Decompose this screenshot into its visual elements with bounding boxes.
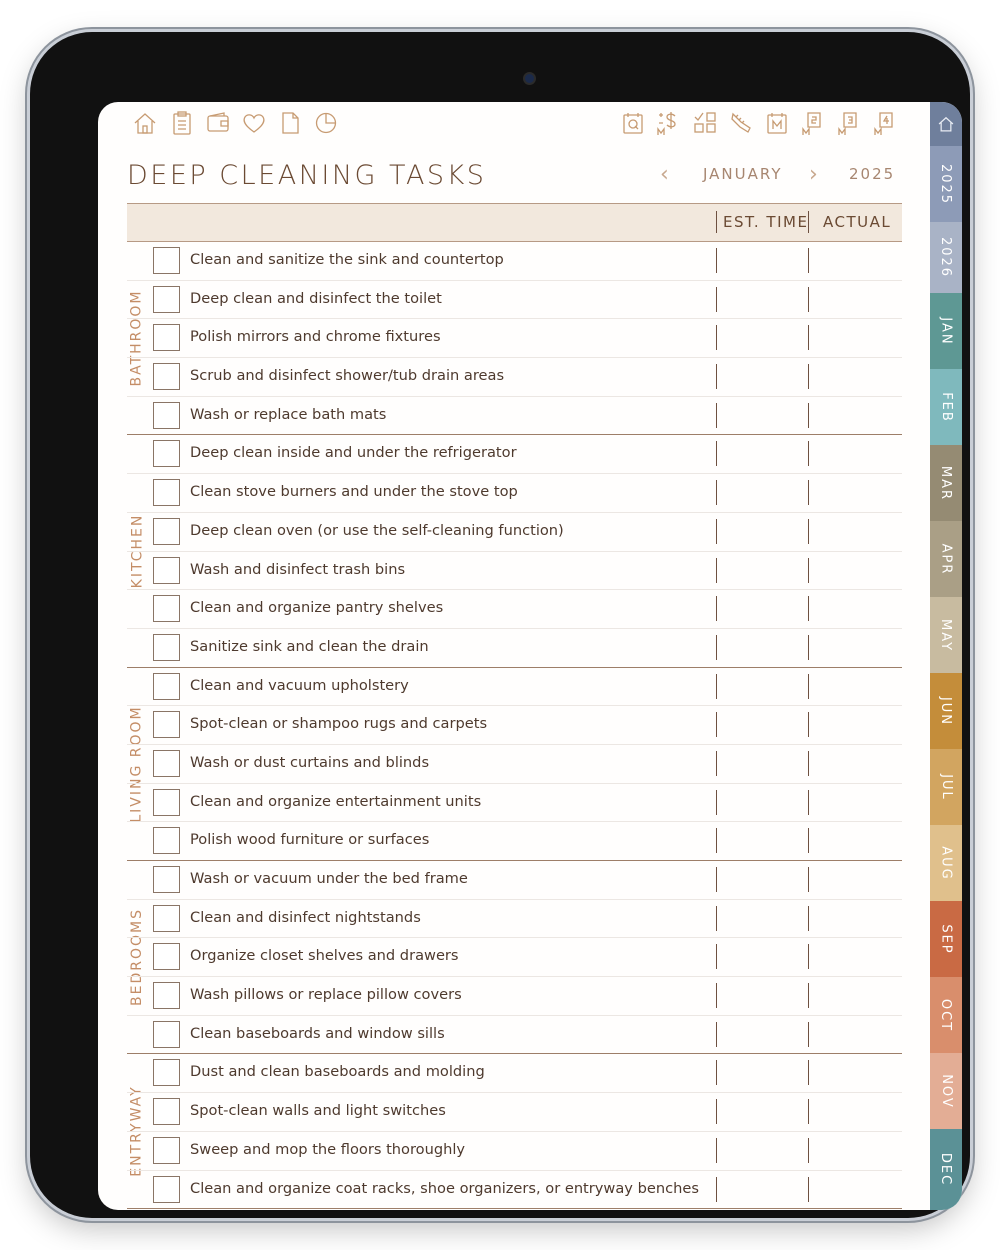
task-label: Sanitize sink and clean the drain [190,637,429,655]
month-label: JANUARY [703,165,783,183]
task-checkbox[interactable] [153,634,180,661]
task-checkbox[interactable] [153,1098,180,1125]
camera [525,74,534,83]
est-time-cell[interactable] [716,1138,717,1163]
est-time-cell[interactable] [716,248,717,273]
page-title: DEEP CLEANING TASKS [127,160,487,191]
tab-2026[interactable] [930,222,962,293]
task-label: Wash or vacuum under the bed frame [190,870,468,887]
est-time-cell[interactable] [716,635,717,660]
task-row [127,784,902,823]
wallet-icon[interactable] [205,110,231,136]
task-label: Spot-clean walls and light switches [190,1102,446,1120]
task-label: Clean stove burners and under the stove top [190,483,518,501]
actual-cell[interactable] [808,944,809,969]
tab-label: MAY [938,618,954,652]
task-checkbox[interactable] [153,750,180,777]
task-checkbox[interactable] [153,789,180,816]
quarterly-icon[interactable] [620,110,646,136]
pie-chart-icon[interactable] [313,110,339,136]
actual-cell[interactable] [808,790,809,815]
tab-apr[interactable] [930,521,962,597]
task-row [127,358,902,397]
task-row [127,861,902,900]
actual-cell[interactable] [808,712,809,737]
task-row [127,900,902,939]
task-row [127,1171,902,1209]
task-checkbox[interactable] [153,982,180,1009]
task-row [127,745,902,784]
task-checkbox[interactable] [153,363,180,390]
task-label: Organize closet shelves and drawers [190,947,459,965]
est-time-cell[interactable] [716,480,717,505]
task-row [127,242,902,281]
task-row [127,513,902,552]
home-icon[interactable] [132,110,158,136]
est-time-cell[interactable] [716,828,717,853]
actual-cell[interactable] [808,867,809,892]
task-checkbox[interactable] [153,557,180,584]
task-label: Polish mirrors and chrome fixtures [190,328,441,346]
task-label: Wash pillows or replace pillow covers [190,986,462,1004]
est-time-cell[interactable] [716,1099,717,1124]
actual-cell[interactable] [808,751,809,776]
est-time-cell[interactable] [716,287,717,312]
column-divider [716,211,717,233]
tab-label: 2026 [938,236,954,279]
month-3-icon[interactable] [836,110,862,136]
actual-cell[interactable] [808,674,809,699]
task-row [127,397,902,435]
tab-label: DEC [938,1152,954,1187]
task-label: Spot-clean or shampoo rugs and carpets [190,715,488,733]
task-checkbox[interactable] [153,402,180,429]
side-tabs [930,102,962,1210]
task-row [127,668,902,707]
actual-cell[interactable] [808,325,809,350]
tab-label: FEB [938,391,954,423]
actual-cell[interactable] [808,441,809,466]
heart-icon[interactable] [241,110,267,136]
actual-cell[interactable] [808,1099,809,1124]
est-time-cell[interactable] [716,325,717,350]
task-label: Scrub and disinfect shower/tub drain areas [190,367,505,385]
section-label-text: BEDROOMS [129,908,145,1007]
tablet-device [30,32,970,1218]
est-time-cell[interactable] [716,674,717,699]
est-time-cell[interactable] [716,983,717,1008]
tab-jun[interactable] [930,673,962,749]
task-checkbox[interactable] [153,440,180,467]
task-checkbox[interactable] [153,324,180,351]
task-row [127,590,902,629]
task-label: Clean baseboards and window sills [190,1024,445,1042]
tab-mar[interactable] [930,445,962,521]
task-checkbox[interactable] [153,905,180,932]
tab-2025[interactable] [930,146,962,222]
clipboard-icon[interactable] [169,110,195,136]
est-time-cell[interactable] [716,364,717,389]
task-row [127,435,902,474]
est-time-cell[interactable] [716,906,717,931]
est-time-cell[interactable] [716,596,717,621]
actual-cell[interactable] [808,828,809,853]
actual-cell[interactable] [808,906,809,931]
task-label: Deep clean oven (or use the self-cleaning function) [190,521,564,539]
section-bedrooms [127,861,902,1054]
table-header [127,203,902,242]
task-label: Sweep and mop the floors thoroughly [190,1140,466,1158]
task-row [127,552,902,591]
est-time-cell[interactable] [716,403,717,428]
task-label: Clean and sanitize the sink and countertop [190,251,504,268]
tab-may[interactable] [930,597,962,673]
actual-cell[interactable] [808,635,809,660]
section-label-text: KITCHEN [129,513,146,589]
est-time-cell[interactable] [716,712,717,737]
month-2-icon[interactable] [800,110,826,136]
home-tab[interactable] [930,102,962,146]
task-checkbox[interactable] [153,286,180,313]
task-label: Dust and clean baseboards and molding [190,1063,485,1081]
est-time-cell[interactable] [716,1177,717,1202]
next-month-arrow[interactable]: › [809,162,818,187]
actual-cell[interactable] [808,1022,809,1047]
task-label: Clean and disinfect nightstands [190,908,421,926]
tab-jul[interactable] [930,749,962,825]
actual-cell[interactable] [808,983,809,1008]
task-checkbox[interactable] [153,247,180,274]
month-4-icon[interactable] [872,110,898,136]
task-row [127,629,902,667]
planner-screen [98,102,962,1210]
est-time-header: EST. TIME [723,213,809,231]
actual-cell[interactable] [808,364,809,389]
est-time-cell[interactable] [716,751,717,776]
top-navigation [98,102,930,142]
est-time-cell[interactable] [716,441,717,466]
actual-cell[interactable] [808,480,809,505]
task-checkbox[interactable] [153,673,180,700]
actual-cell[interactable] [808,596,809,621]
task-row [127,1016,902,1054]
est-time-cell[interactable] [716,1060,717,1085]
tab-jan[interactable] [930,293,962,369]
task-checkbox[interactable] [153,711,180,738]
task-label: Wash or replace bath mats [190,405,387,423]
tab-label: NOV [938,1073,954,1109]
task-checkbox[interactable] [153,479,180,506]
task-row [127,822,902,860]
task-checkbox[interactable] [153,1137,180,1164]
est-time-cell[interactable] [716,558,717,583]
document-icon[interactable] [277,110,303,136]
actual-cell[interactable] [808,1177,809,1202]
tab-label: JAN [938,316,954,346]
task-label: Deep clean and disinfect the toilet [190,289,442,307]
est-time-cell[interactable] [716,519,717,544]
section-living-room [127,668,902,861]
task-label: Wash and disinfect trash bins [190,560,406,578]
habit-grid-icon[interactable] [692,110,718,136]
task-checkbox[interactable] [153,595,180,622]
actual-cell[interactable] [808,403,809,428]
est-time-cell[interactable] [716,867,717,892]
actual-cell[interactable] [808,519,809,544]
est-time-cell[interactable] [716,1022,717,1047]
section-label-text: LIVING ROOM [129,705,146,823]
tab-feb[interactable] [930,369,962,445]
task-checkbox[interactable] [153,1021,180,1048]
task-row [127,706,902,745]
section-entryway [127,1054,902,1209]
actual-cell[interactable] [808,248,809,273]
month-icon[interactable] [764,110,790,136]
actual-cell[interactable] [808,287,809,312]
section-label-text: ENTRYWAY [129,1085,145,1177]
task-row [127,319,902,358]
home-icon [937,115,955,133]
task-checkbox[interactable] [153,866,180,893]
year-label: 2025 [849,165,896,183]
actual-cell[interactable] [808,558,809,583]
tab-label: AUG [938,845,954,881]
actual-cell[interactable] [808,1060,809,1085]
task-sections [127,242,902,1209]
task-checkbox[interactable] [153,827,180,854]
actual-header: ACTUAL [823,213,892,231]
walking-icon[interactable] [728,110,754,136]
section-bathroom [127,242,902,435]
money-icon[interactable] [656,110,682,136]
tab-label: APR [938,543,954,575]
task-label: Clean and vacuum upholstery [190,676,409,694]
actual-cell[interactable] [808,1138,809,1163]
task-row [127,281,902,320]
tab-label: MAR [938,465,954,501]
section-label-text: BATHROOM [129,289,145,387]
task-label: Clean and organize coat racks, shoe organizers, or entryway benches [190,1179,699,1197]
tab-nov[interactable] [930,1053,962,1129]
prev-month-arrow[interactable]: ‹ [660,162,669,187]
task-checkbox[interactable] [153,1176,180,1203]
tab-aug[interactable] [930,825,962,901]
section-kitchen [127,435,902,667]
task-row [127,1054,902,1093]
tab-sep[interactable] [930,901,962,977]
tab-dec[interactable] [930,1129,962,1210]
column-divider [808,211,809,233]
task-row [127,1093,902,1132]
task-row [127,1132,902,1171]
est-time-cell[interactable] [716,790,717,815]
task-checkbox[interactable] [153,1059,180,1086]
tab-label: OCT [938,998,954,1032]
task-checkbox[interactable] [153,518,180,545]
task-label: Deep clean inside and under the refrigerator [190,444,517,462]
task-row [127,474,902,513]
tab-label: JUL [938,773,954,801]
task-row [127,938,902,977]
task-label: Polish wood furniture or surfaces [190,831,430,849]
task-label: Clean and organize pantry shelves [190,599,444,617]
task-label: Clean and organize entertainment units [190,792,482,810]
task-row [127,977,902,1016]
tab-label: 2025 [938,163,954,205]
tab-label: SEP [938,923,954,955]
tab-oct[interactable] [930,977,962,1053]
task-checkbox[interactable] [153,943,180,970]
task-table [127,203,902,1209]
tab-label: JUN [938,696,954,726]
task-label: Wash or dust curtains and blinds [190,753,430,771]
est-time-cell[interactable] [716,944,717,969]
